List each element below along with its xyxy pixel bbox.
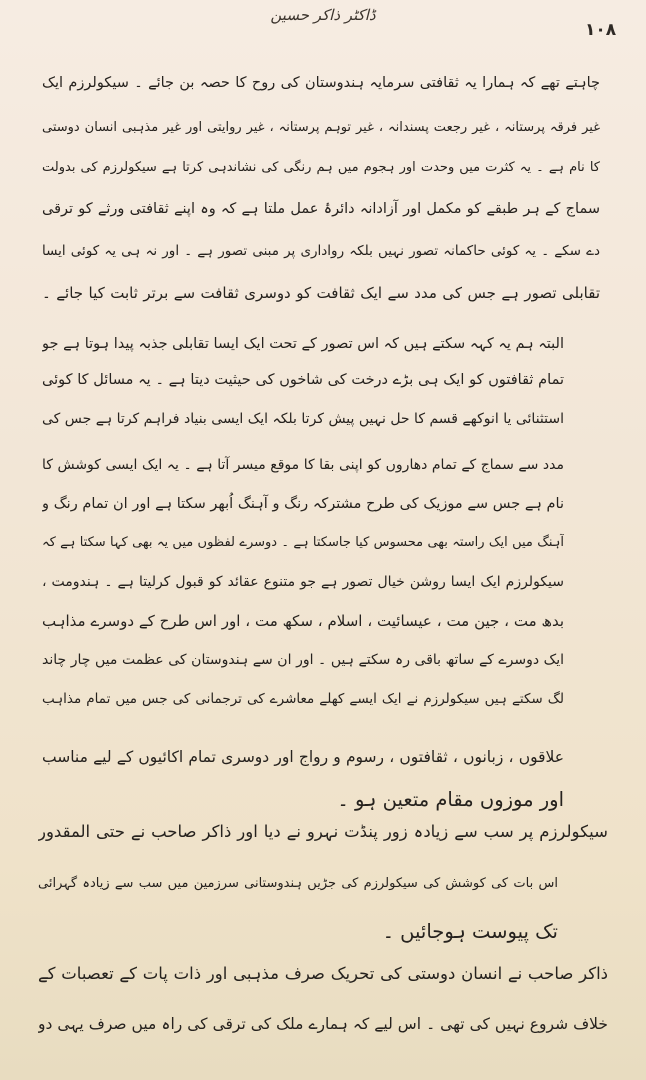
text-line: استثنائی یا انوکھے قسم کا حل نہیں پیش کرتا بلکہ ایک ایسی بنیاد فراہم کرتا ہے جس کی	[42, 411, 564, 427]
text-line: مدد سے سماج کے تمام دھاروں کو اپنی بقا کا موقع میسر آتا ہے ۔ یہ ایک ایسی کوشش کا	[42, 457, 564, 473]
running-header-title: ڈاکٹر ذاکر حسین	[270, 6, 376, 24]
text-line: ایک دوسرے کے ساتھ باقی رہ سکتے ہیں ۔ اور ان سے ہندوستان کی عظمت میں چار چاند	[42, 652, 564, 668]
text-line: نام ہے جس سے موزیک کی طرح مشترکہ رنگ و آہنگ اُبھر سکتا ہے اور ان تمام رنگ و	[42, 496, 564, 512]
text-line: بدھ مت ، جین مت ، عیسائیت ، اسلام ، سکھ مت ، اور اس طرح کے دوسرے مذاہب	[42, 612, 564, 630]
text-line: غیر فرقہ پرستانہ ، غیر رجعت پسندانہ ، غیر توہم پرستانہ ، غیر روایتی اور غیر مذہبی انسان دوستی	[42, 120, 600, 135]
text-line: البتہ ہم یہ کہہ سکتے ہیں کہ اس تصور کے تحت ایک ایسا تقابلی جذبہ پیدا ہوتا ہے جو	[42, 336, 564, 352]
text-line: تمام ثقافتوں کو ایک ہی بڑے درخت کی شاخوں کی حیثیت دیتا ہے ۔ یہ مسائل کا کوئی	[42, 372, 564, 388]
text-line: تک پیوست ہوجائیں ۔	[382, 920, 558, 943]
text-line: علاقوں ، زبانوں ، ثقافتوں ، رسوم و رواج اور دوسری تمام اکائیوں کے لیے مناسب	[42, 748, 564, 766]
text-line: لگ سکتے ہیں سیکولرزم نے ایک ایسے کھلے معاشرے کی ترجمانی کی جس میں تمام مذاہب	[42, 691, 564, 707]
text-line: سیکولرزم پر سب سے زیادہ زور پنڈت نہرو نے دیا اور ذاکر صاحب نے حتی المقدور	[38, 822, 608, 841]
text-line: چاہتے تھے کہ ہمارا یہ ثقافتی سرمایہ ہندوستان کی روح کا حصہ بن جائے ۔ سیکولرزم ایک	[42, 75, 600, 91]
text-line: ذاکر صاحب نے انسان دوستی کی تحریک صرف مذہبی اور ذات پات کے تعصبات کے	[38, 964, 608, 983]
text-line: دے سکے ۔ یہ کوئی حاکمانہ تصور نہیں بلکہ رواداری پر مبنی تصور ہے ۔ اور نہ ہی یہ کوئی ایسا	[42, 243, 600, 259]
text-line: آہنگ میں ایک راستہ بھی محسوس کیا جاسکتا ہے ۔ دوسرے لفظوں میں یہ بھی کہا سکتا ہے کہ	[42, 535, 564, 550]
text-line: اس بات کی کوشش کی سیکولرزم کی جڑیں ہندوستانی سرزمین میں سب سے زیادہ گہرائی	[38, 876, 558, 891]
text-line: خلاف شروع نہیں کی تھی ۔ اس لیے کہ ہمارے ملک کی ترقی کی راہ میں صرف یہی دو	[38, 1015, 608, 1033]
text-line: سیکولرزم ایک ایسا روشن خیال تصور ہے جو متنوع عقائد کو قبول کرلیتا ہے ۔ ہندومت ،	[42, 574, 564, 590]
page-number: ۱۰۸	[585, 20, 617, 40]
text-line: کا نام ہے ۔ یہ کثرت میں وحدت اور ہجوم میں ہم رنگی کی نشاندہی کرتا ہے سیکولرزم کی بدولت	[42, 160, 600, 175]
text-line: تقابلی تصور ہے جس کی مدد سے ایک ثقافت کو دوسری ثقافت سے برتر ثابت کیا جائے ۔	[42, 284, 600, 302]
text-line: اور موزوں مقام متعین ہو ۔	[337, 788, 564, 811]
text-line: سماج کے ہر طبقے کو مکمل اور آزادانہ دائرۂ عمل ملتا ہے کہ وہ اپنے ثقافتی ورثے کو ترقی	[42, 201, 600, 217]
